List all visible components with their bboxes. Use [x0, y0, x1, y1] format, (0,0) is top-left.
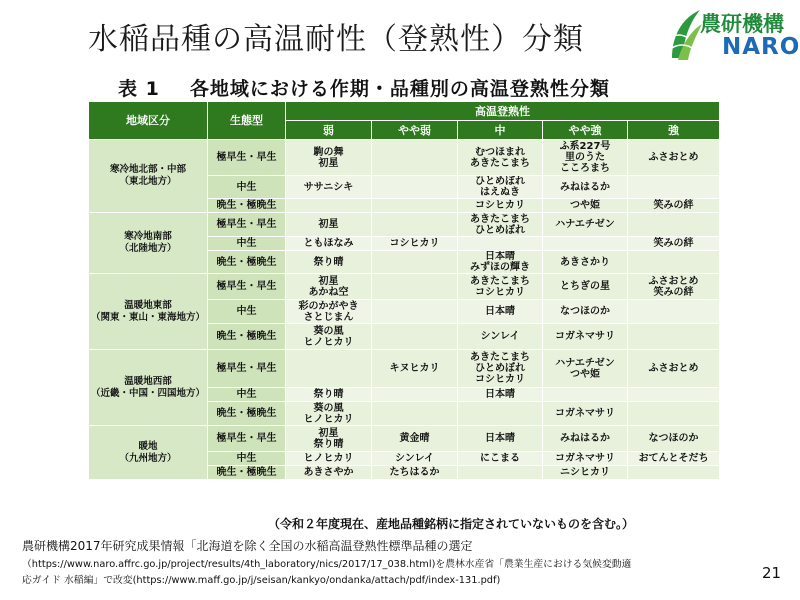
variety-cell: あきたこまち ひとめぼれ コシヒカリ	[458, 350, 543, 388]
heat-tolerance-table	[88, 101, 720, 480]
table-row	[89, 350, 720, 388]
variety-cell: たちはるか	[372, 466, 458, 480]
variety-cell	[372, 176, 458, 199]
header-level: 弱	[286, 121, 372, 140]
table-caption: 各地域における作期・品種別の高温登熟性分類	[189, 78, 610, 100]
variety-cell: ハナエチゼン	[543, 213, 628, 237]
header-region: 地域区分	[89, 102, 208, 140]
variety-cell: コガネマサリ	[543, 324, 628, 350]
variety-cell: コシヒカリ	[458, 199, 543, 213]
variety-cell: あきたこまち ひとめぼれ	[458, 213, 543, 237]
variety-cell: シンレイ	[458, 324, 543, 350]
ecotype-cell: 中生	[208, 388, 286, 402]
title-bar	[0, 0, 800, 70]
variety-cell	[372, 140, 458, 176]
table-number: 表 1	[118, 78, 160, 100]
variety-cell: 笑みの絆	[628, 199, 720, 213]
variety-cell	[543, 237, 628, 251]
ecotype-cell: 極早生・早生	[208, 274, 286, 300]
variety-cell: 祭り晴	[286, 251, 372, 274]
variety-cell: 日本晴 みずほの輝き	[458, 251, 543, 274]
variety-cell: あきさかり	[543, 251, 628, 274]
table-row	[89, 274, 720, 300]
variety-cell	[458, 237, 543, 251]
variety-cell: ふ系227号 里のうた こころまち	[543, 140, 628, 176]
variety-cell	[372, 402, 458, 426]
logo-text-jp: 農研機構	[700, 12, 784, 36]
variety-cell: 彩のかがやき さとじまん	[286, 300, 372, 324]
naro-logo	[668, 6, 800, 64]
variety-cell	[372, 199, 458, 213]
header-level: 強	[628, 121, 720, 140]
ecotype-cell: 中生	[208, 452, 286, 466]
ecotype-cell: 晩生・極晩生	[208, 251, 286, 274]
variety-cell	[628, 466, 720, 480]
variety-cell: 日本晴	[458, 388, 543, 402]
variety-cell: ふさおとめ 笑みの絆	[628, 274, 720, 300]
region-cell: 温暖地東部 （関東・東山・東海地方）	[89, 274, 208, 350]
source-line-1: 農研機構2017年研究成果情報「北海道を除く全国の水稲高温登熟性標準品種の選定	[22, 539, 473, 553]
variety-cell: 黄金晴	[372, 426, 458, 452]
variety-cell	[286, 350, 372, 388]
variety-cell: とちぎの星	[543, 274, 628, 300]
variety-cell: みねはるか	[543, 426, 628, 452]
variety-cell: にこまる	[458, 452, 543, 466]
header-level: やや強	[543, 121, 628, 140]
variety-cell	[458, 402, 543, 426]
region-cell: 寒冷地南部 （北陸地方）	[89, 213, 208, 274]
variety-cell	[372, 388, 458, 402]
variety-cell: ヒノヒカリ	[286, 452, 372, 466]
variety-cell	[543, 388, 628, 402]
variety-cell: ふさおとめ	[628, 350, 720, 388]
table-row	[89, 140, 720, 176]
variety-cell	[458, 466, 543, 480]
variety-cell: シンレイ	[372, 452, 458, 466]
ecotype-cell: 中生	[208, 237, 286, 251]
variety-cell: 日本晴	[458, 300, 543, 324]
header-group: 高温登熟性	[286, 102, 720, 121]
region-cell: 寒冷地北部・中部 （東北地方）	[89, 140, 208, 213]
variety-cell: ひとめぼれ はえぬき	[458, 176, 543, 199]
variety-cell	[628, 300, 720, 324]
region-cell: 温暖地西部 （近畿・中国・四国地方）	[89, 350, 208, 426]
variety-cell: 初星 あかね空	[286, 274, 372, 300]
variety-cell	[372, 251, 458, 274]
logo-text-en: NARO	[722, 34, 800, 60]
variety-cell: キヌヒカリ	[372, 350, 458, 388]
variety-cell: 葵の風 ヒノヒカリ	[286, 324, 372, 350]
variety-cell: ササニシキ	[286, 176, 372, 199]
source-line-2: （https://www.naro.affrc.go.jp/project/results/4th_laboratory/nics/2017/17_038.html)を農林水産省「農業生産における気候変動適	[22, 559, 632, 570]
variety-cell: おてんとそだち	[628, 452, 720, 466]
variety-cell: ふさおとめ	[628, 140, 720, 176]
variety-cell	[628, 402, 720, 426]
ecotype-cell: 極早生・早生	[208, 140, 286, 176]
table-row	[89, 213, 720, 237]
page-number: 21	[762, 564, 782, 582]
variety-cell	[628, 388, 720, 402]
variety-cell: つや姫	[543, 199, 628, 213]
ecotype-cell: 晩生・極晩生	[208, 199, 286, 213]
variety-cell: あきさやか	[286, 466, 372, 480]
variety-cell	[372, 274, 458, 300]
ecotype-cell: 晩生・極晩生	[208, 402, 286, 426]
region-cell: 暖地 （九州地方）	[89, 426, 208, 480]
variety-cell	[372, 324, 458, 350]
variety-cell	[286, 199, 372, 213]
ecotype-cell: 極早生・早生	[208, 213, 286, 237]
ecotype-cell: 極早生・早生	[208, 350, 286, 388]
ecotype-cell: 中生	[208, 176, 286, 199]
variety-cell	[628, 176, 720, 199]
variety-cell: コガネマサリ	[543, 402, 628, 426]
table-note: （令和２年度現在、産地品種銘柄に指定されていないものを含む。）	[268, 517, 635, 531]
ecotype-cell: 晩生・極晩生	[208, 466, 286, 480]
variety-cell: 初星	[286, 213, 372, 237]
header-level: 中	[458, 121, 543, 140]
variety-cell: コシヒカリ	[372, 237, 458, 251]
ecotype-cell: 極早生・早生	[208, 426, 286, 452]
variety-cell	[628, 251, 720, 274]
variety-cell: 日本晴	[458, 426, 543, 452]
header-level: やや弱	[372, 121, 458, 140]
variety-cell: あきたこまち コシヒカリ	[458, 274, 543, 300]
variety-cell: ハナエチゼン つや姫	[543, 350, 628, 388]
variety-cell: ともほなみ	[286, 237, 372, 251]
variety-cell: むつほまれ あきたこまち	[458, 140, 543, 176]
variety-cell: なつほのか	[628, 426, 720, 452]
variety-cell: みねはるか	[543, 176, 628, 199]
slide-title: 水稲品種の高温耐性（登熟性）分類	[88, 22, 584, 57]
variety-cell	[628, 213, 720, 237]
table-title	[118, 74, 610, 101]
variety-cell: ニシヒカリ	[543, 466, 628, 480]
variety-cell: 祭り晴	[286, 388, 372, 402]
variety-cell: コガネマサリ	[543, 452, 628, 466]
rice-leaf-icon	[668, 8, 704, 62]
ecotype-cell: 晩生・極晩生	[208, 324, 286, 350]
variety-cell: 葵の風 ヒノヒカリ	[286, 402, 372, 426]
table-row	[89, 426, 720, 452]
variety-cell	[372, 213, 458, 237]
header-type: 生態型	[208, 102, 286, 140]
ecotype-cell: 中生	[208, 300, 286, 324]
source-line-3: 応ガイド 水稲編」で改変(https://www.maff.go.jp/j/seisan/kankyo/ondanka/attach/pdf/index-131.pdf)	[22, 575, 501, 586]
variety-cell: 笑みの絆	[628, 237, 720, 251]
variety-cell: 初星 祭り晴	[286, 426, 372, 452]
variety-cell	[628, 324, 720, 350]
variety-cell: 駒の舞 初星	[286, 140, 372, 176]
variety-cell: なつほのか	[543, 300, 628, 324]
variety-cell	[372, 300, 458, 324]
